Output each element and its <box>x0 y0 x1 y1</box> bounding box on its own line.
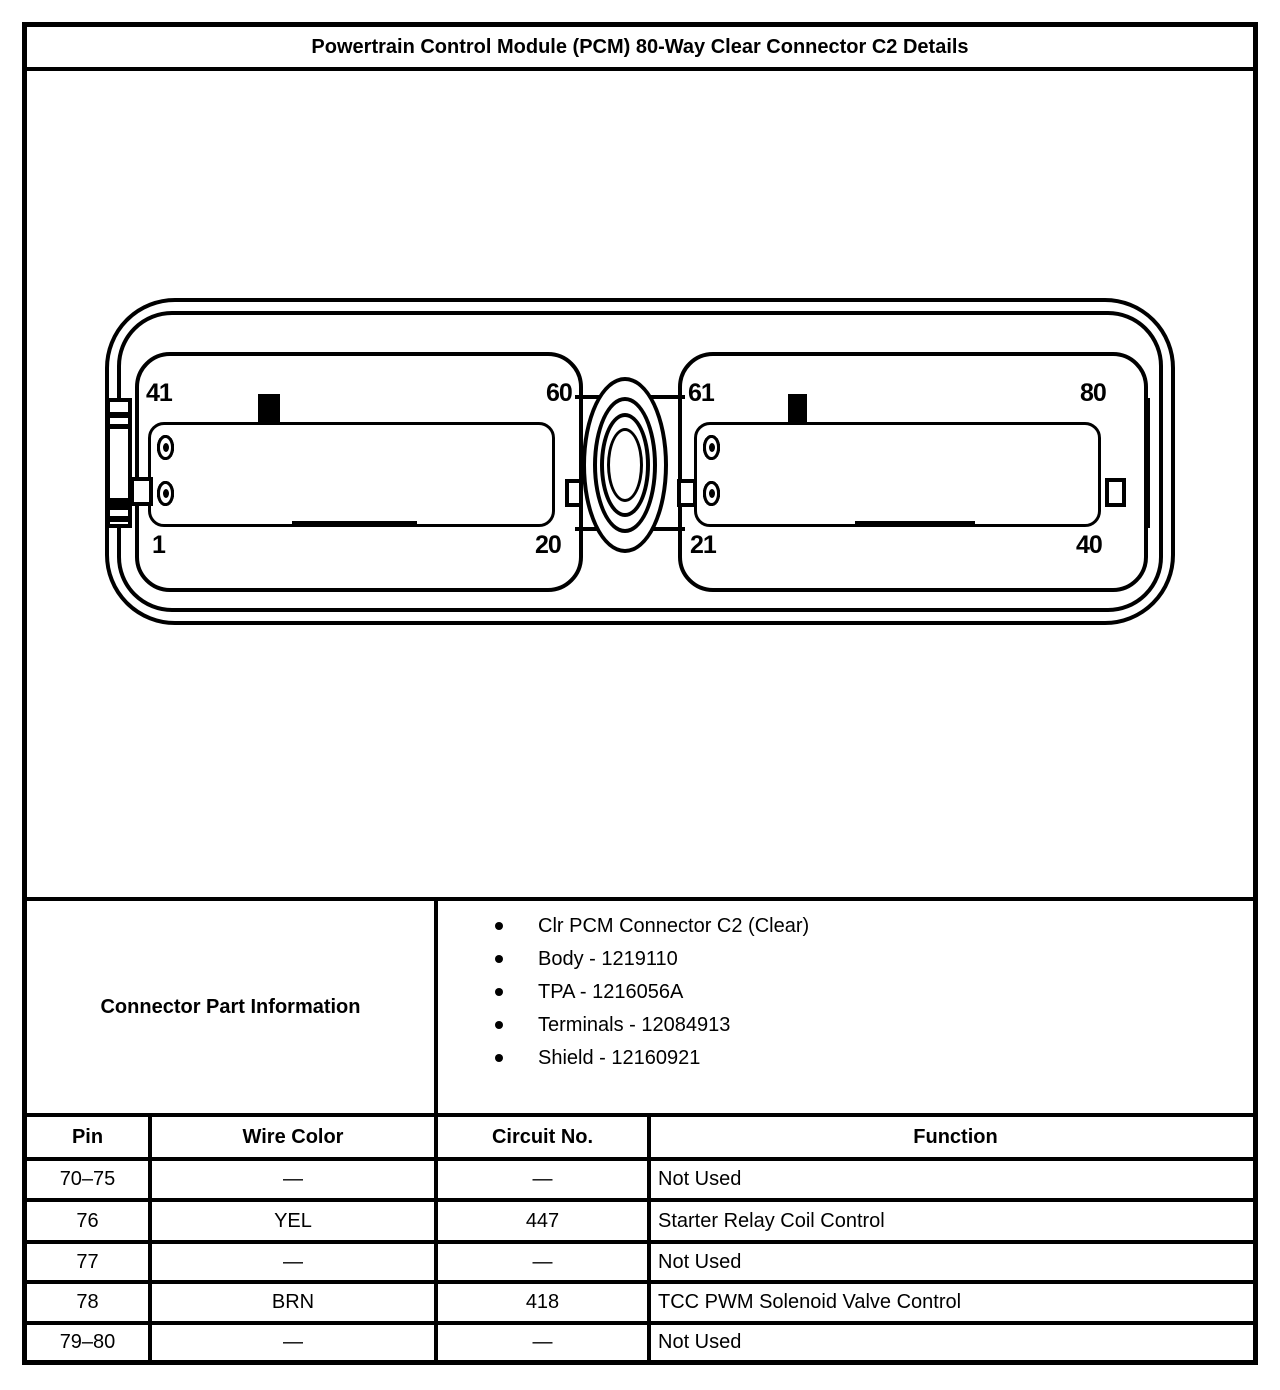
left-latch <box>106 398 132 528</box>
pin-socket <box>703 435 720 460</box>
pin-block-shadow <box>855 521 975 527</box>
pin-label-60: 60 <box>546 379 572 407</box>
bullet-icon <box>495 988 503 996</box>
cell-pin: 76 <box>27 1202 152 1240</box>
lock-tab-inner-right <box>677 479 697 507</box>
latch-stripe <box>110 498 128 510</box>
pin-block-right <box>694 422 1101 527</box>
pin-table-header <box>27 1117 1253 1161</box>
table-row <box>27 1161 1253 1202</box>
pin-socket-core <box>163 489 169 498</box>
table-row <box>27 1325 1253 1360</box>
pin-label-1: 1 <box>152 531 165 559</box>
table-row <box>27 1244 1253 1284</box>
cell-wire-color: — <box>152 1161 438 1198</box>
list-item <box>495 915 1243 938</box>
part-info-item: Clr PCM Connector C2 (Clear) <box>538 915 810 937</box>
connector-drawing <box>105 298 1175 625</box>
cell-pin: 78 <box>27 1284 152 1321</box>
cell-wire-color: — <box>152 1244 438 1280</box>
cell-function: Starter Relay Coil Control <box>658 1210 885 1232</box>
list-item <box>495 948 1243 971</box>
cell-pin: 79–80 <box>27 1325 152 1360</box>
bullet-icon <box>495 1021 503 1029</box>
list-item <box>495 1047 1243 1070</box>
list-item <box>495 981 1243 1004</box>
pin-label-41: 41 <box>146 379 172 407</box>
cell-circuit-no: 418 <box>438 1284 651 1321</box>
pin-socket <box>703 481 720 506</box>
cell-wire-color: BRN <box>152 1284 438 1321</box>
index-key-right <box>788 394 807 424</box>
document-frame <box>22 22 1258 1365</box>
lock-tab-outer-left <box>130 477 153 506</box>
part-info-item: TPA - 1216056A <box>538 981 684 1003</box>
pin-socket-core <box>709 489 715 498</box>
pin-socket-core <box>163 443 169 452</box>
bullet-icon <box>495 1054 503 1062</box>
lock-tab-outer-right <box>1105 478 1126 507</box>
index-key-left <box>258 394 280 424</box>
header-circuit-no: Circuit No. <box>438 1117 651 1157</box>
cell-function: Not Used <box>658 1331 742 1353</box>
pin-block-left <box>148 422 555 527</box>
cell-pin: 77 <box>27 1244 152 1280</box>
lock-tab-inner-left <box>565 479 583 507</box>
table-row <box>27 1284 1253 1325</box>
connector-part-info-section <box>27 901 1253 1117</box>
cell-wire-color: — <box>152 1325 438 1360</box>
cell-function: TCC PWM Solenoid Valve Control <box>658 1291 962 1313</box>
cell-pin: 70–75 <box>27 1161 152 1198</box>
cell-circuit-no: 447 <box>438 1202 651 1240</box>
bullet-icon <box>495 955 503 963</box>
list-item <box>495 1014 1243 1037</box>
cell-circuit-no: — <box>438 1244 651 1280</box>
pin-label-20: 20 <box>535 531 561 559</box>
header-wire-color: Wire Color <box>152 1117 438 1157</box>
part-info-list <box>438 901 1253 1113</box>
part-info-item: Body - 1219110 <box>538 948 678 970</box>
pin-label-21: 21 <box>690 531 716 559</box>
connector-diagram <box>27 71 1253 901</box>
latch-stripe <box>110 424 128 429</box>
cell-circuit-no: — <box>438 1161 651 1198</box>
pin-socket <box>157 435 174 460</box>
latch-stripe <box>110 516 128 522</box>
bullet-icon <box>495 922 503 930</box>
part-info-label: Connector Part Information <box>27 901 438 1113</box>
cell-circuit-no: — <box>438 1325 651 1360</box>
pin-label-40: 40 <box>1076 531 1102 559</box>
cell-function: Not Used <box>658 1168 742 1190</box>
pin-socket-core <box>709 443 715 452</box>
part-info-item: Terminals - 12084913 <box>538 1014 731 1036</box>
pin-label-61: 61 <box>688 379 714 407</box>
center-bolt-hole <box>607 428 643 502</box>
header-pin: Pin <box>27 1117 152 1157</box>
table-row <box>27 1202 1253 1244</box>
cell-function: Not Used <box>658 1251 742 1273</box>
latch-stripe <box>110 412 128 418</box>
pin-socket <box>157 481 174 506</box>
pin-label-80: 80 <box>1080 379 1106 407</box>
header-function: Function <box>913 1126 998 1148</box>
page-title: Powertrain Control Module (PCM) 80-Way Clear Connector C2 Details <box>27 27 1253 71</box>
cell-wire-color: YEL <box>152 1202 438 1240</box>
part-info-item: Shield - 12160921 <box>538 1047 701 1069</box>
pin-block-shadow <box>292 521 417 527</box>
